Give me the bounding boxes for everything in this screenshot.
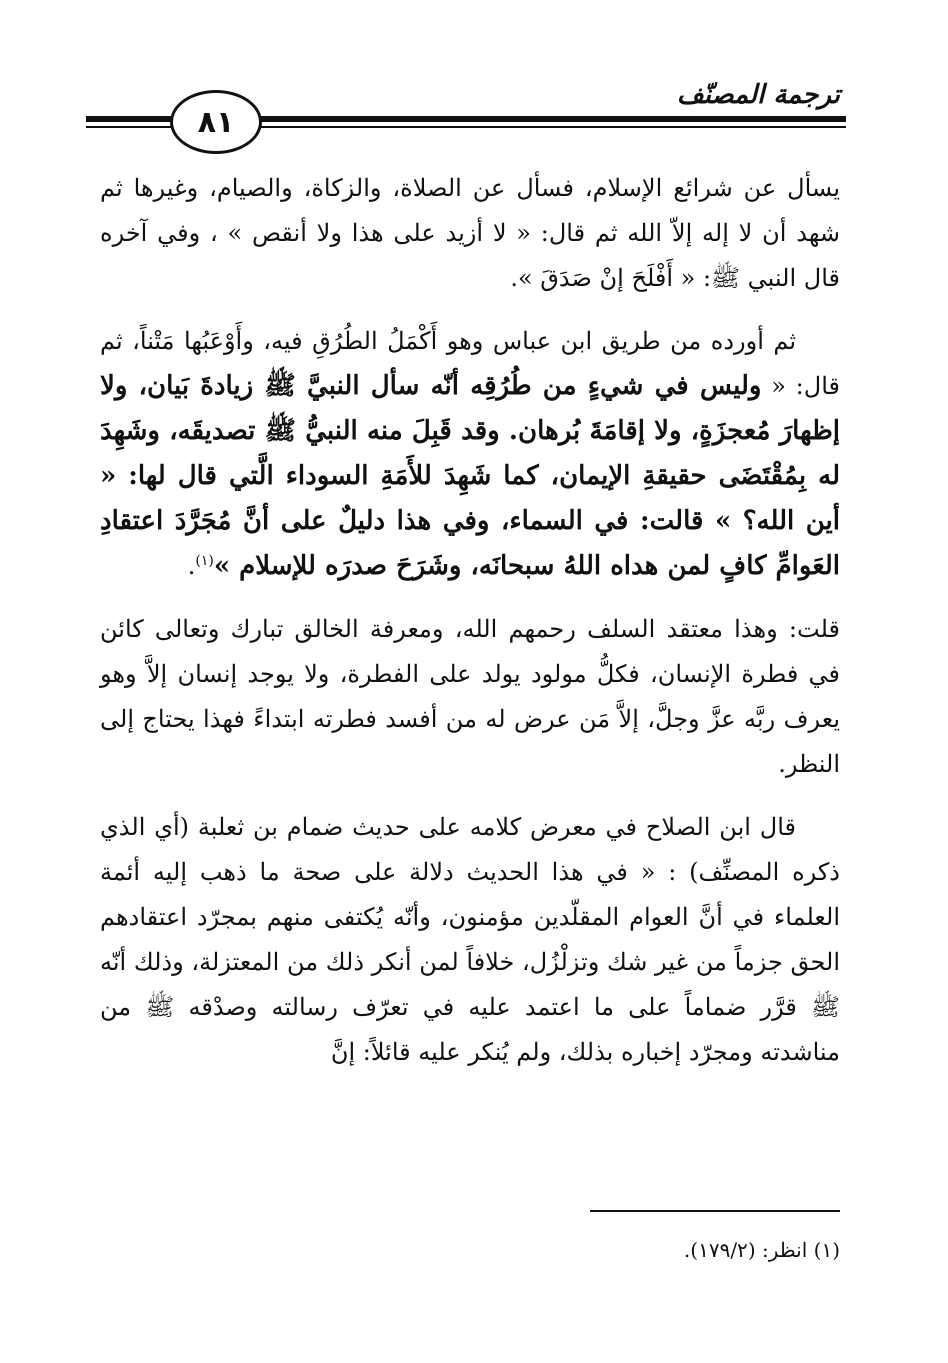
paragraph-2-lead: ثم أورده من طريق ابن عباس وهو أَكْمَلُ الطُرُقِ فيه، وأَوْعَبُها مَتْناً، ثم قال: « — [100, 327, 840, 400]
paragraph-2 — [100, 319, 840, 589]
paragraph-1: يسأل عن شرائع الإسلام، فسأل عن الصلاة، والزكاة، والصيام، وغيرها ثم شهد أن لا إله إلاّ الله ثم قال: « لا أزيد على هذا ولا أنقص » ، وفي آخره قال النبي ﷺ: « أَفْلَحَ إنْ صَدَقَ ». — [100, 174, 840, 292]
paragraph-4: قال ابن الصلاح في معرض كلامه على حديث ضمام بن ثعلبة (أي الذي ذكره المصنِّف) : « في هذا الحديث دلالة على صحة ما ذهب إليه أئمة العلماء في أنَّ العوام المقلّدين مؤمنون، وأنّه يُكتفى منهم بمجرّد اعتقادهم الحق جزماً من غير شك وتزلْزُل، خلافاً لمن أنكر ذلك من المعتزلة، وذلك أنّه ﷺ قرَّر ضماماً على ما اعتمد عليه في تعرّف رسالته وصدْقه ﷺ من مناشدته ومجرّد إخباره بذلك، ولم يُنكر عليه قائلاً: إنَّ — [100, 813, 841, 1066]
chapter-title: ترجمة المصنّف — [676, 80, 840, 110]
page-number: ٨١ — [170, 90, 262, 154]
paragraph-2-tail: . — [187, 552, 196, 580]
header-rule-thin — [252, 126, 846, 128]
paragraph-3: قلت: وهذا معتقد السلف رحمهم الله، ومعرفة الخالق تبارك وتعالى كائن في فطرة الإنسان، فكلُّ مولود يولد على الفطرة، ولا يوجد إنسان إلاَّ وهو يعرف ربَّه عزَّ وجلَّ، إلاَّ مَن عرض له من أفسد فطرته ابتداءً فهذا يحتاج إلى النظر. — [100, 615, 840, 778]
footnote-separator — [590, 1210, 840, 1212]
header-rule-left-thick — [86, 116, 174, 122]
footnote: (١) انظر: (١٧٩/٢). — [683, 1238, 840, 1262]
header-rule-thick — [252, 116, 846, 122]
main-text — [100, 166, 840, 1093]
header-rule-left-thin — [86, 126, 174, 128]
page-header — [0, 0, 948, 160]
footnote-ref: (١) — [195, 553, 214, 569]
paragraph-2-quote: وليس في شيءٍ من طُرُقِه أنّه سأل النبيَّ ﷺ زيادةَ بَيان، ولا إظهارَ مُعجزَةٍ، ولا إقامَةَ بُرهان. وقد قَبِلَ منه النبيُّ ﷺ تصديقَه، وشَهِدَ له بِمُقْتَضَى حقيقةِ الإيمان، كما شَهِدَ للأَمَةِ السوداء الَّتي قال لها: « أين الله؟ » قالت: في السماء، وفي هذا دليلٌ على أنَّ مُجَرَّدَ اعتقادِ العَوامِّ كافٍ لمن هداه اللهُ سبحانَه، وشَرَحَ صدرَه للإسلام » — [100, 371, 840, 581]
